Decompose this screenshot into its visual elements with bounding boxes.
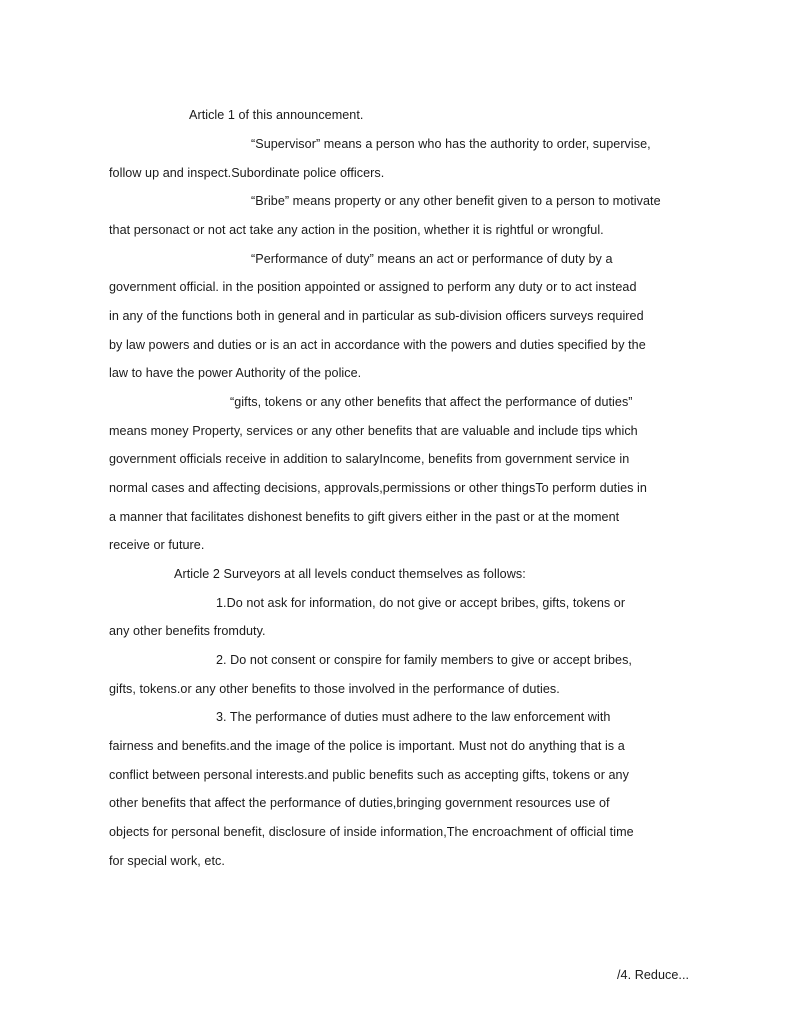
paragraph-line: government official. in the position appointed or assigned to perform any duty or to act instead: [109, 280, 637, 294]
paragraph-line: objects for personal benefit, disclosure of inside information,The encroachment of official time: [109, 825, 634, 839]
list-item-2: 2. Do not consent or conspire for family members to give or accept bribes,: [216, 653, 632, 667]
paragraph-line: fairness and benefits.and the image of the police is important. Must not do anything that is a: [109, 739, 625, 753]
article-2-heading: Article 2 Surveyors at all levels conduct themselves as follows:: [174, 567, 526, 581]
paragraph-line: “Supervisor” means a person who has the authority to order, supervise,: [251, 137, 651, 151]
paragraph-line: that personact or not act take any action in the position, whether it is rightful or wrongful.: [109, 223, 604, 237]
paragraph-line: conflict between personal interests.and public benefits such as accepting gifts, tokens or any: [109, 768, 629, 782]
paragraph-line: “Bribe” means property or any other benefit given to a person to motivate: [251, 194, 661, 208]
list-item-1: 1.Do not ask for information, do not give or accept bribes, gifts, tokens or: [216, 596, 626, 610]
paragraph-line: any other benefits fromduty.: [109, 624, 266, 638]
article-1-heading: Article 1 of this announcement.: [189, 108, 364, 122]
paragraph-line: a manner that facilitates dishonest benefits to gift givers either in the past or at the moment: [109, 510, 620, 524]
page-footer-continuation: /4. Reduce...: [617, 968, 690, 982]
paragraph-line: in any of the functions both in general and in particular as sub-division officers surveys required: [109, 309, 644, 323]
paragraph-line: follow up and inspect.Subordinate police officers.: [109, 166, 385, 180]
paragraph-line: other benefits that affect the performance of duties,bringing government resources use of: [109, 796, 610, 810]
paragraph-line: “gifts, tokens or any other benefits that affect the performance of duties”: [230, 395, 633, 409]
paragraph-line: normal cases and affecting decisions, approvals,permissions or other thingsTo perform duties in: [109, 481, 647, 495]
paragraph-line: “Performance of duty” means an act or performance of duty by a: [251, 252, 613, 266]
paragraph-line: gifts, tokens.or any other benefits to those involved in the performance of duties.: [109, 682, 560, 696]
paragraph-line: law to have the power Authority of the police.: [109, 366, 362, 380]
list-item-3: 3. The performance of duties must adhere to the law enforcement with: [216, 710, 611, 724]
paragraph-line: for special work, etc.: [109, 854, 225, 868]
paragraph-line: means money Property, services or any other benefits that are valuable and include tips which: [109, 424, 638, 438]
paragraph-line: by law powers and duties or is an act in accordance with the powers and duties specified by the: [109, 338, 646, 352]
paragraph-line: receive or future.: [109, 538, 205, 552]
paragraph-line: government officials receive in addition to salaryIncome, benefits from government service in: [109, 452, 630, 466]
